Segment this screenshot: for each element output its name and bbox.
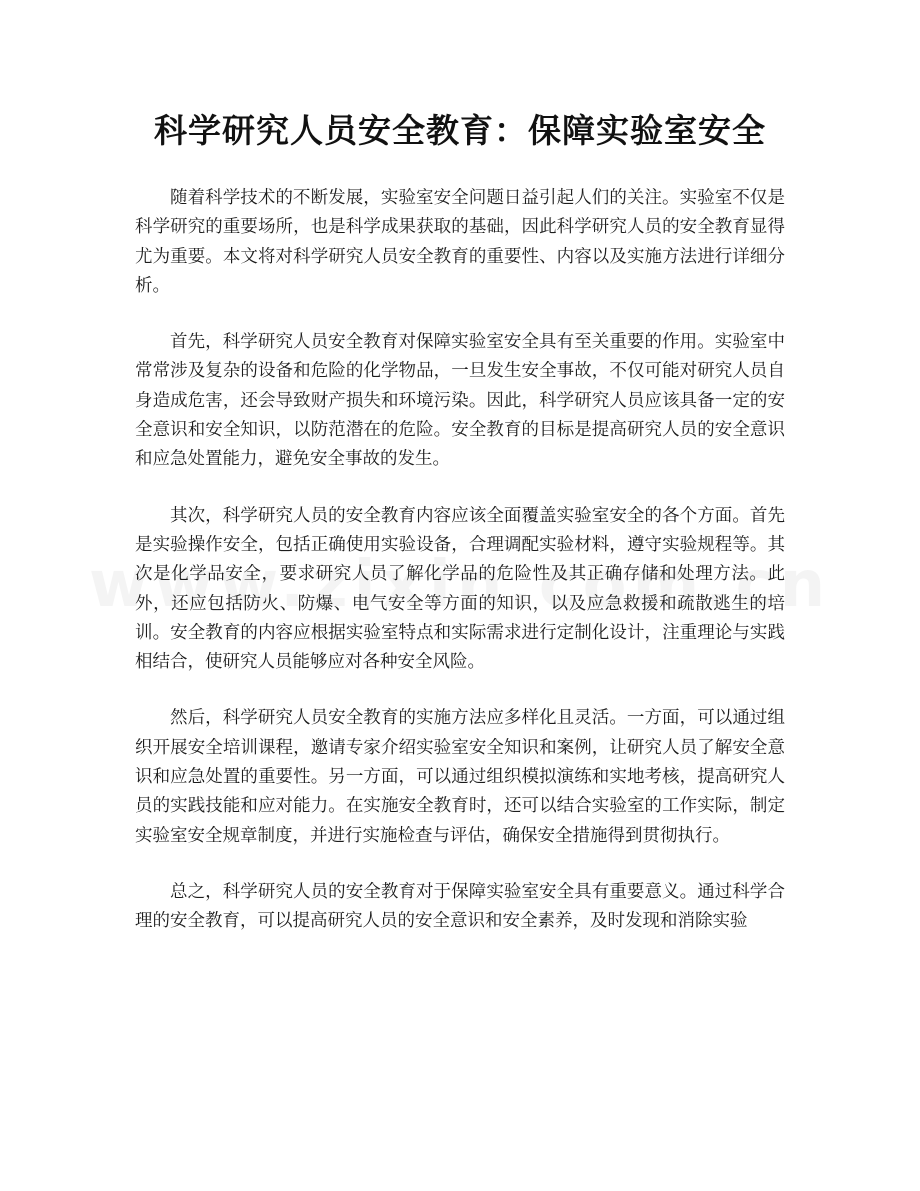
paragraph-importance: 首先，科学研究人员安全教育对保障实验室安全具有至关重要的作用。实验室中常常涉及复杂的设备和危险的化学物品，一旦发生安全事故，不仅可能对研究人员自身造成危害，还会导致财产损失和环境污染。因此，科学研究人员应该具备一定的安全意识和安全知识，以防范潜在的危险。安全教育的目标是提高研究人员的安全意识和应急处置能力，避免安全事故的发生。 — [135, 332, 785, 470]
paragraph-methods: 然后，科学研究人员安全教育的实施方法应多样化且灵活。一方面，可以通过组织开展安全培训课程，邀请专家介绍实验室安全知识和案例，让研究人员了解安全意识和应急处置的重要性。另一方面，可以通过组织模拟演练和实地考核，提高研究人员的实践技能和应对能力。在实施安全教育时，还可以结合实验室的工作实际，制定实验室安全规章制度，并进行实施检查与评估，确保安全措施得到贯彻执行。 — [135, 708, 785, 846]
document-title: 科学研究人员安全教育：保障实验室安全 — [154, 111, 766, 150]
paragraph-conclusion: 总之，科学研究人员的安全教育对于保障实验室安全具有重要意义。通过科学合理的安全教育，可以提高研究人员的安全意识和安全素养，及时发现和消除实验 — [135, 881, 785, 932]
document-body — [135, 184, 785, 964]
paragraph-content: 其次，科学研究人员的安全教育内容应该全面覆盖实验室安全的各个方面。首先是实验操作安全，包括正确使用实验设备，合理调配实验材料，遵守实验规程等。其次是化学品安全，要求研究人员了解化学品的危险性及其正确存储和处理方法。此外，还应包括防火、防爆、电气安全等方面的知识，以及应急救援和疏散逃生的培训。安全教育的内容应根据实验室特点和实际需求进行定制化设计，注重理论与实践相结合，使研究人员能够应对各种安全风险。 — [135, 505, 785, 673]
paragraph-intro: 随着科学技术的不断发展，实验室安全问题日益引起人们的关注。实验室不仅是科学研究的重要场所，也是科学成果获取的基础，因此科学研究人员的安全教育显得尤为重要。本文将对科学研究人员安全教育的重要性、内容以及实施方法进行详细分析。 — [135, 188, 785, 296]
